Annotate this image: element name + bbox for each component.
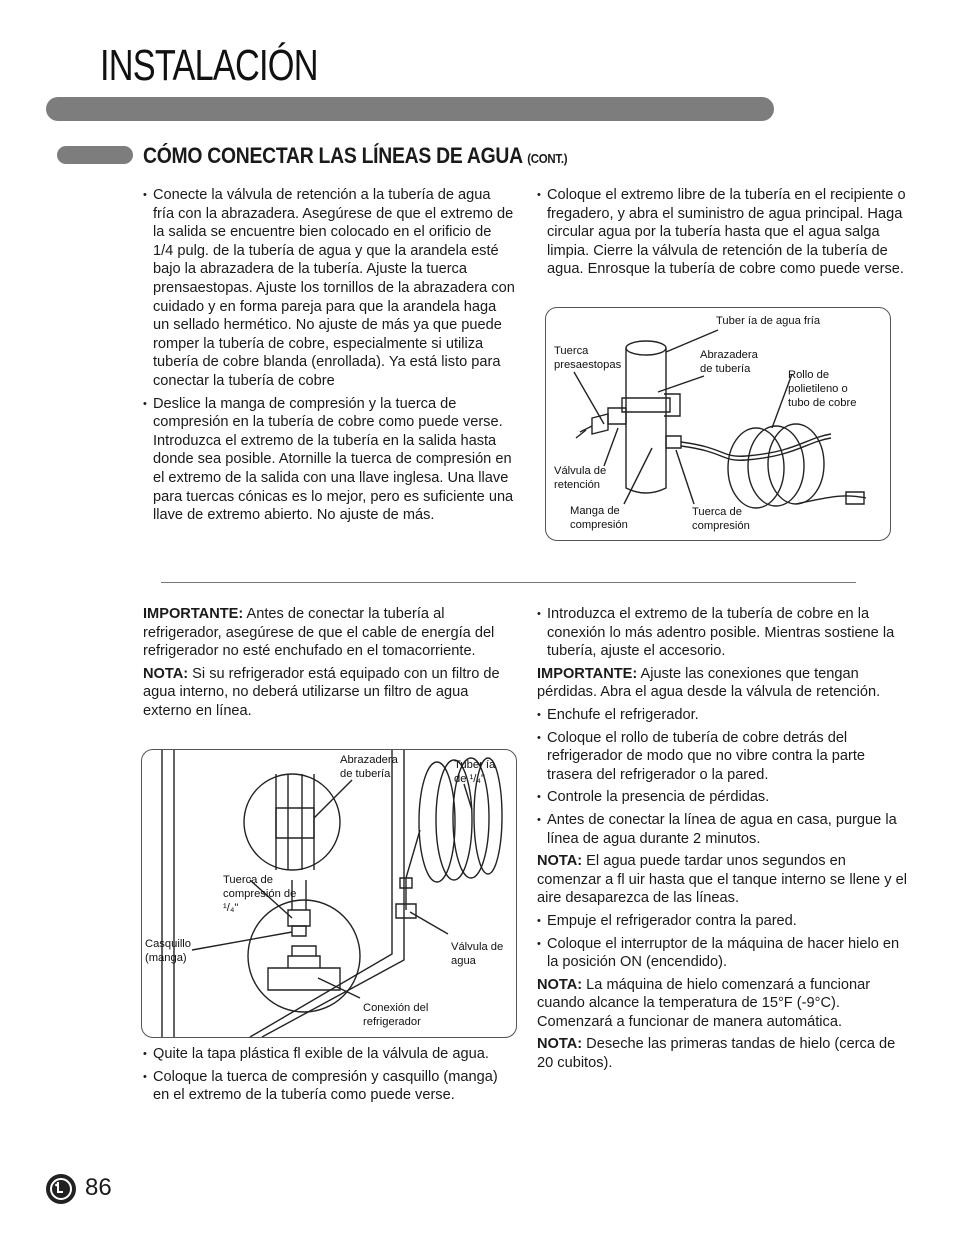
- section-title-suffix: (CONT.): [527, 151, 568, 166]
- shutoff-valve-figure: [545, 307, 891, 541]
- note-text: Deseche las primeras tandas de hielo (cerca de 20 cubitos).: [537, 1036, 896, 1072]
- right-top-column: [537, 186, 907, 283]
- instruction-bullet: • Conecte la válvula de retención a la tubería de agua fría con la abrazadera. Asegúrese de que el extremo de la salida se encuentre bien colocado en el orificio de 1/4 pulg. de la tubería de agua y que la arandela esté bajo la abrazadera de la tubería. Ajuste la tuerca prensaestopas. Ajuste los tornillos de la abrazadera con cuidado y en forma pareja para que la arandela haga un sellado hermético. No ajuste de más ya que puede romper la tubería de cobre, especialmente si utiliza tubería de cobre blanda (enrollada). Ya está listo para conectar la tubería de cobre: [143, 186, 515, 391]
- instruction-bullet: • Introduzca el extremo de la tubería de cobre en la conexión lo más adentro posible. Mientras sostiene la tubería, ajuste el accesorio.: [537, 605, 909, 661]
- instruction-bullet: • Coloque el rollo de tubería de cobre detrás del refrigerador de modo que no vibre contra la parte trasera del refrigerador o la pared.: [537, 729, 909, 785]
- label-line: Abrazadera: [700, 349, 758, 361]
- label-line: retención: [554, 479, 601, 491]
- label-line: Tuerca de: [223, 874, 273, 886]
- label-line: compresión: [692, 520, 750, 532]
- page-title: INSTALACIÓN: [100, 41, 318, 90]
- label-compression-nut: [223, 873, 296, 915]
- label-water-valve: [451, 940, 503, 968]
- label-tube-coil: [788, 368, 856, 410]
- note-text: La máquina de hielo comenzará a funcionar cuando alcance la temperatura de 15°F (-9°C). Comenzará a funcionar de manera automática.: [537, 976, 871, 1030]
- note-label: NOTA:: [143, 665, 189, 682]
- note-label: NOTA:: [537, 976, 583, 993]
- label-line: de tubería: [700, 363, 751, 375]
- label-pipe-clamp: [340, 753, 398, 781]
- label-line: ¹/₄": [223, 902, 239, 914]
- note-paragraph: [537, 852, 909, 908]
- page-number: 86: [85, 1174, 112, 1201]
- label-line: refrigerador: [363, 1016, 421, 1028]
- note-paragraph: [537, 976, 909, 1032]
- important-text: Antes de conectar la tubería al refrigerador, asegúrese de que el cable de energía del refrigerador no esté enchufado en el tomacorriente.: [143, 606, 495, 660]
- instruction-bullet: • Enchufe el refrigerador.: [537, 706, 909, 725]
- label-line: Válvula de: [554, 465, 607, 477]
- section-title: [143, 143, 567, 169]
- label-packing-nut: [554, 344, 621, 372]
- label-line: Conexión del: [363, 1002, 429, 1014]
- label-line: Abrazadera: [340, 754, 398, 766]
- left-bottom-bullets: [143, 1045, 515, 1109]
- note-paragraph: [143, 665, 515, 721]
- instruction-bullet: • Coloque el interruptor de la máquina de hacer hielo en la posición ON (encendido).: [537, 935, 909, 972]
- label-pipe-clamp: [700, 348, 758, 376]
- header-bar: [46, 97, 774, 121]
- label-line: agua: [451, 955, 476, 967]
- important-text: Ajuste las conexiones que tengan pérdidas. Abra el agua desde la válvula de retención.: [537, 665, 881, 701]
- label-line: Válvula de: [451, 941, 504, 953]
- note-paragraph: [537, 1035, 909, 1072]
- label-line: Casquillo: [145, 938, 192, 950]
- refrigerator-connection-illustration: [142, 750, 516, 1037]
- instruction-bullet: • Empuje el refrigerador contra la pared.: [537, 912, 909, 931]
- label-line: Tuerca: [554, 345, 589, 357]
- label-compression-sleeve: [570, 504, 628, 532]
- label-line: compresión de: [223, 888, 297, 900]
- instruction-bullet: • Coloque la tuerca de compresión y casquillo (manga) en el extremo de la tubería como puede verse.: [143, 1068, 515, 1105]
- section-title-text: CÓMO CONECTAR LAS LÍNEAS DE AGUA: [143, 143, 523, 168]
- instruction-bullet: • Quite la tapa plástica fl exible de la válvula de agua.: [143, 1045, 515, 1064]
- label-line: Rollo de: [788, 369, 830, 381]
- left-bottom-column: [143, 605, 515, 725]
- label-line: Manga de: [570, 505, 620, 517]
- note-text: El agua puede tardar unos segundos en comenzar a fl uir hasta que el tanque interno se llene y el aire desaparezca de las líneas.: [537, 853, 907, 907]
- refrigerator-connection-figure: [141, 749, 517, 1038]
- important-paragraph: [143, 605, 515, 661]
- instruction-bullet: • Coloque el extremo libre de la tubería en el recipiente o fregadero, y abra el suministro de agua principal. Haga circular agua por la tubería hasta que el agua salga limpia. Cierre la válvula de retención de la tubería de agua. Enrosque la tubería de cobre como puede verse.: [537, 186, 907, 279]
- lg-logo-icon: [46, 1174, 76, 1204]
- label-line: (manga): [145, 952, 187, 964]
- label-cold-water-pipe: Tuber ía de agua fría: [716, 315, 821, 327]
- label-line: de ¹/₄": [454, 773, 485, 785]
- important-label: IMPORTANTE:: [537, 665, 638, 682]
- label-line: compresión: [570, 519, 628, 531]
- left-top-column: [143, 186, 515, 529]
- instruction-bullet: • Controle la presencia de pérdidas.: [537, 788, 909, 807]
- note-label: NOTA:: [537, 1036, 583, 1053]
- label-refrigerator-connection: [363, 1001, 428, 1029]
- lg-logo-graphic: [46, 1174, 76, 1204]
- instruction-bullet: • Antes de conectar la línea de agua en casa, purgue la línea de agua durante 2 minutos.: [537, 811, 909, 848]
- section-divider: [161, 582, 856, 583]
- label-line: Tuber ía: [454, 759, 496, 771]
- label-line: polietileno o: [788, 383, 848, 395]
- important-paragraph: [537, 665, 909, 702]
- label-ferrule: [145, 937, 191, 965]
- label-line: de tubería: [340, 768, 391, 780]
- section-pill: [57, 146, 133, 164]
- instruction-bullet: • Deslice la manga de compresión y la tuerca de compresión en la tubería de cobre como puede verse. Introduzca el extremo de la tubería en la salida hasta donde sea posible. Atornille la tuerca de compresión en el extremo de la salida con una llave inglesa. Una llave para tuercas cónicas es lo mejor, pero es suficiente una llave de extremo abierto. No ajuste de más.: [143, 395, 515, 525]
- label-line: tubo de cobre: [788, 397, 857, 409]
- label-compression-nut: [692, 505, 750, 533]
- note-text: Si su refrigerador está equipado con un filtro de agua interno, no deberá utilizarse un filtro de agua externo en línea.: [143, 665, 500, 719]
- label-line: presaestopas: [554, 359, 622, 371]
- label-quarter-inch-tube: [454, 758, 495, 786]
- important-label: IMPORTANTE:: [143, 606, 244, 622]
- label-shutoff-valve: [554, 464, 606, 492]
- note-label: NOTA:: [537, 853, 583, 870]
- right-bottom-column: [537, 605, 909, 1077]
- label-line: Tuerca de: [692, 506, 742, 518]
